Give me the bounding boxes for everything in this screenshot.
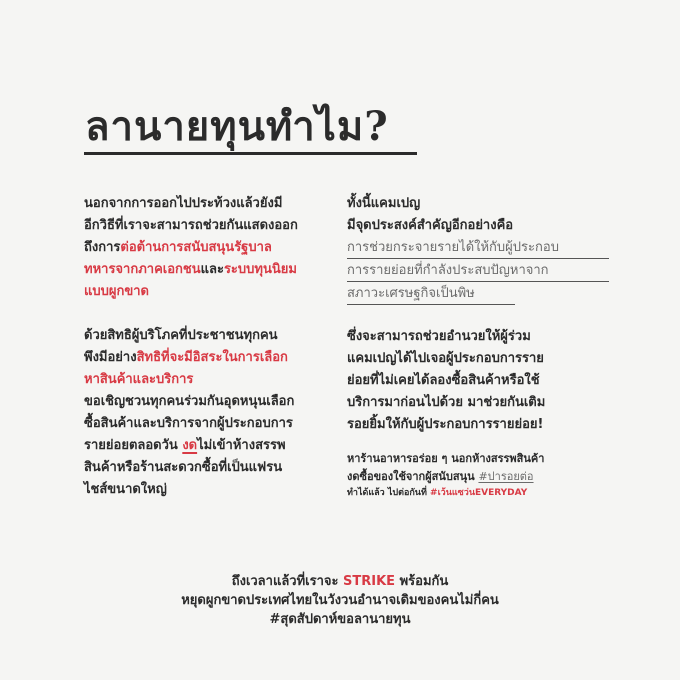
hashtag-link[interactable]: #ปารอยต่อ: [478, 470, 534, 483]
footer-callout: [0, 572, 680, 629]
highlight-text: ระบบทุนนิยม: [223, 262, 297, 277]
text-line: การรายย่อยที่กำลังประสบปัญหาจาก: [347, 260, 609, 282]
text-line: [0, 572, 680, 591]
left-paragraph-1: [84, 193, 359, 303]
text-line: ย่อยที่ไม่เคยได้ลองซื้อสินค้าหรือใช้: [347, 373, 540, 388]
text-segment: และ: [200, 262, 224, 277]
highlight-text: ต่อต้านการสนับสนุนรัฐบาล: [120, 240, 272, 255]
text-segment: งดซื้อของใช้จากผู้สนับสนุน: [347, 470, 479, 483]
text-line: สินค้าหรือร้านสะดวกซื้อที่เป็นแฟรน: [84, 460, 283, 475]
page-title: ลานายทุนทำไม?: [85, 103, 389, 150]
left-paragraph-2: [84, 325, 359, 501]
text-line: มีจุดประสงค์สำคัญอีกอย่างคือ: [347, 218, 514, 233]
highlight-text: แบบผูกขาด: [84, 284, 149, 299]
right-paragraph-2: [347, 326, 609, 436]
text-segment: ถึงเวลาแล้วที่เราจะ: [231, 574, 344, 589]
text-line: ทั้งนี้แคมเปญ: [347, 196, 421, 211]
text-line: สภาวะเศรษฐกิจเป็นพิษ: [347, 283, 515, 305]
text-line: อีกวิธีที่เราจะสามารถช่วยกันแสดงออก: [84, 218, 298, 233]
footer-hashtag: #สุดสัปดาห์ขอลานายทุน: [269, 612, 411, 627]
left-column: [84, 193, 359, 501]
text-segment: ทำได้แล้ว ไปต่อกันที่: [347, 488, 431, 498]
text-line: ขอเชิญชวนทุกคนร่วมกันอุดหนุนเลือก: [84, 394, 295, 409]
text-segment: พึงมีอย่าง: [84, 350, 137, 365]
text-line: [84, 259, 359, 281]
text-line: [84, 347, 359, 369]
highlight-text: STRIKE: [343, 574, 396, 589]
text-line: แคมเปญได้ไปเจอผู้ประกอบการราย: [347, 351, 544, 366]
text-line: [84, 237, 359, 259]
text-line: บริการมาก่อนไปด้วย มาช่วยกันเติม: [347, 395, 546, 410]
highlight-text: หาสินค้าและบริการ: [84, 372, 194, 387]
text-line: ซื้อสินค้าและบริการจากผู้ประกอบการ: [84, 416, 293, 431]
underlined-purpose-text: [347, 237, 609, 305]
text-line: การช่วยกระจายรายได้ให้กับผู้ประกอบ: [347, 237, 609, 259]
text-line: หาร้านอาหารอร่อย ๆ นอกห้างสรรพสินค้า: [347, 452, 545, 465]
text-segment: ถึงการ: [84, 240, 121, 255]
text-segment: รายย่อยตลอดวัน: [84, 438, 183, 453]
text-line: ซึ่งจะสามารถช่วยอำนวยให้ผู้ร่วม: [347, 329, 531, 344]
text-line: ด้วยสิทธิผู้บริโภคที่ประชาชนทุกคน: [84, 328, 278, 343]
text-line: [347, 468, 609, 486]
right-paragraph-3: [347, 450, 609, 500]
highlight-text: สิทธิที่จะมีอิสระในการเลือก: [136, 350, 288, 365]
highlight-text: งด: [182, 438, 198, 453]
right-column: [347, 193, 609, 500]
highlight-text: ทหารจากภาคเอกชน: [84, 262, 201, 277]
text-line: [84, 435, 359, 457]
text-line: นอกจากการออกไปประท้วงแล้วยังมี: [84, 196, 283, 211]
text-segment: ไม่เข้าห้างสรรพ: [197, 438, 286, 453]
hashtag-link[interactable]: #เว้นแซว่นEVERYDAY: [430, 488, 528, 498]
text-line: [347, 486, 609, 500]
text-segment: พร้อมกัน: [395, 574, 449, 589]
text-line: ไชส์ขนาดใหญ่: [84, 482, 167, 497]
text-line: หยุดผูกขาดประเทศไทยในวังวนอำนาจเดิมของคนไม่กี่คน: [181, 593, 499, 608]
text-line: รอยยิ้มให้กับผู้ประกอบการรายย่อย!: [347, 417, 544, 432]
right-paragraph-1: [347, 193, 609, 305]
title-underline: [84, 152, 417, 155]
